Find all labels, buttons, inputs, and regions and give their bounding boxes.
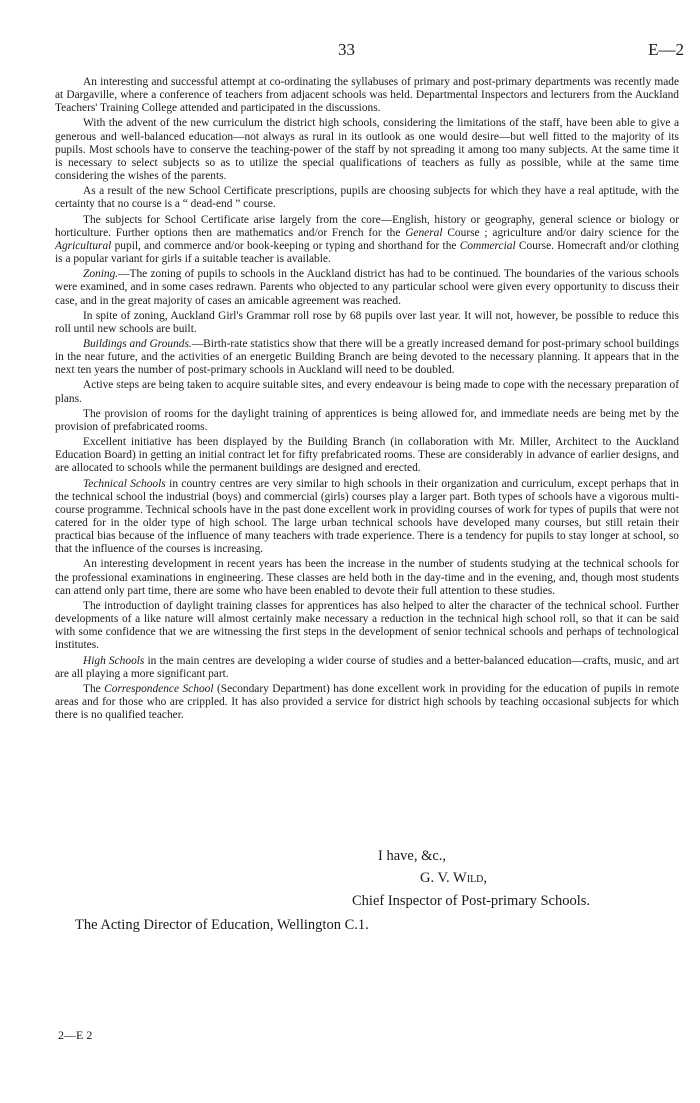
report-body (55, 76, 679, 724)
paragraph-high-schools: High Schools in the main centres are developing a wider course of studies and a better-balanced education—crafts, music, and art are all playing a more significant part. (55, 654, 679, 680)
document-reference: E—2 (648, 40, 684, 59)
paragraph: With the advent of the new curriculum the district high schools, considering the limitations of the staff, have been able to give a generous and well-balanced education—not always as rural in its outlook as one would desire—but well fitted to the majority of its pupils. Most schools have to conserve the teaching-power of the staff by not spreading it among too many subjects. At the same time it is necessary to select subjects so as to utilize the special qualifications of teachers as fully as possible, while at the same time considering the wishes of the parents. (55, 117, 679, 183)
signatory-name: G. V. Wild, (420, 870, 488, 886)
paragraph: As a result of the new School Certificate prescriptions, pupils are choosing subjects for which they have a real aptitude, with the certainty that no course is a “ dead-end ” course. (55, 185, 679, 211)
signature-mark: 2—E 2 (58, 1028, 93, 1042)
signatory-title: Chief Inspector of Post-primary Schools. (352, 893, 591, 909)
closing: I have, &c., (378, 848, 447, 864)
paragraph-correspondence: The Correspondence School (Secondary Department) has done excellent work in providing for the education of pupils in remote areas and for those who are crippled. It has also provided a service for district high schools by teaching occasional subjects for which there is no qualified teacher. (55, 682, 680, 722)
paragraph: An interesting development in recent years has been the increase in the number of students studying at the technical schools for the professional examinations in engineering. These classes are held both in the day-time and in the evening, and, though most students can attend only part time, there are some who have been enabled to devote their full attention to these studies. (55, 558, 679, 597)
section-lead: Zoning. (83, 268, 119, 281)
paragraph: The provision of rooms for the daylight training of apprentices is being allowed for, and immediate needs are being met by the provision of prefabricated rooms. (55, 407, 679, 433)
paragraph-zoning: Zoning.—The zoning of pupils to schools in the Auckland district has had to be continued. The boundaries of the various schools were examined, and in some cases redrawn. Parents who objected to any particular school were given every opportunity to discuss their case, and in the great majority of cases an amicable agreement was reached. (55, 268, 679, 307)
course-name: Agricultural (55, 239, 112, 252)
section-lead: Buildings and Grounds. (83, 337, 192, 350)
paragraph: Active steps are being taken to acquire suitable sites, and every endeavour is being made to cope with the necessary preparation of plans. (55, 379, 679, 405)
section-lead: Technical Schools (83, 477, 166, 490)
page-number: 33 (338, 40, 355, 59)
paragraph-buildings: Buildings and Grounds.—Birth-rate statistics show that there will be a greatly increased demand for post-primary school buildings in the near future, and the activities of an energetic Building Branch are being devoted to the necessary planning. It appears that in the next ten years the number of post-primary schools in Auckland will need to be doubled. (55, 337, 680, 377)
course-name: Commercial (459, 239, 516, 252)
page-header (0, 40, 700, 64)
paragraph: The subjects for School Certificate arise largely from the core—English, history or geography, general science or biology or horticulture. Further options then are mathematics and/or French for the General Course ; agriculture and/or dairy science for the Agricultural pupil, and commerce and/or book-keeping or typing and shorthand for the Commercial Course. Homecraft and/or clothing is a popular variant for girls if a suitable teacher is available. (55, 213, 679, 266)
course-name: General (405, 226, 443, 239)
paragraph-technical-schools: Technical Schools in country centres are very similar to high schools in their organization and curriculum, except perhaps that in the technical school the industrial (boys) and commercial (girls) courses play a larger part. Both types of schools have a vigorous multi-course programme. Technical schools have in the past done excellent work in providing courses of work for types of pupils that were not catered for in the older type of high school. The large urban technical schools have developed many courses, but still retain their practical bias because of the influence of many teachers with trade experience. There is a tendency for pupils to stay longer at school, so that the influence of the courses is increasing. (55, 477, 680, 556)
section-lead: Correspondence School (104, 682, 214, 695)
section-lead: High Schools (83, 654, 145, 667)
paragraph: In spite of zoning, Auckland Girl's Grammar roll rose by 68 pupils over last year. It will not, however, be possible to reduce this roll until new schools are built. (55, 309, 679, 335)
paragraph: Excellent initiative has been displayed by the Building Branch (in collaboration with Mr. Miller, Architect to the Auckland Education Board) in getting an initial contract let for fifty prefabricated rooms. These are considerably in advance of earlier designs, and are allocated to schools while the permanent buildings are designed and erected. (55, 436, 679, 475)
paragraph: An interesting and successful attempt at co-ordinating the syllabuses of primary and post-primary departments was recently made at Dargaville, where a conference of teachers from adjacent schools was held. Departmental Inspectors and lecturers from the Auckland Teachers' Training College attended and participated in the discussions. (55, 76, 679, 115)
paragraph: The introduction of daylight training classes for apprentices has also helped to alter the character of the technical school. Further developments of a like nature will almost certainly make necessary a reduction in the technical high school roll, so that it can be said with some confidence that we are witnessing the first steps in the development of senior technical schools and perhaps of technological institutes. (55, 599, 679, 652)
addressee: The Acting Director of Education, Wellington C.1. (75, 917, 369, 933)
